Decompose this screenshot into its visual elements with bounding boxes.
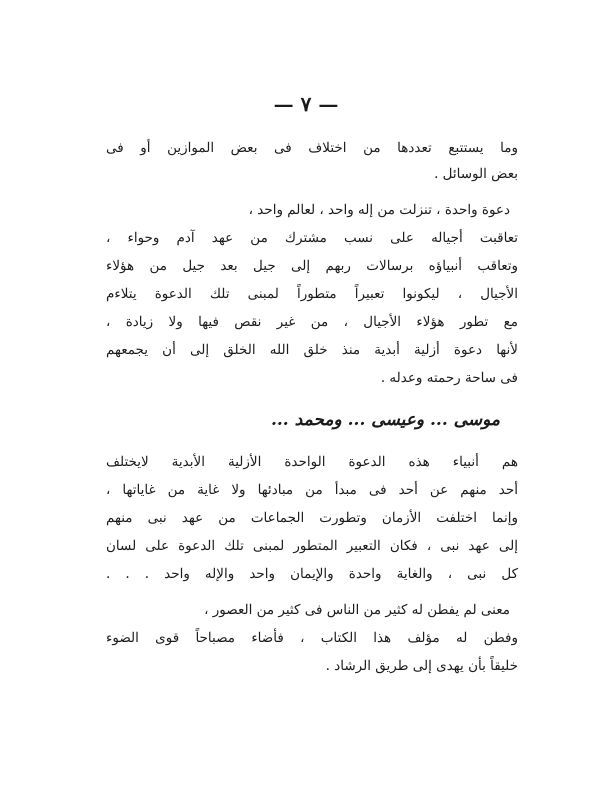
text-line: مع تطور هؤلاء الأجيال ، من غير نقص فيها ولا زيادة ، [106,314,518,330]
text-line: أحد منهم عن أحد فى مبدأ من مبادئها ولا غاية من غاياتها ، [106,482,518,498]
text-line: وتعاقب أنبياؤه برسالات ربهم إلى جيل بعد جيل من هؤلاء [106,258,518,274]
section-heading: موسى ... وعيسى ... ومحمد ... [270,410,500,430]
text-line: فى ساحة رحمته وعدله . [380,370,518,386]
text-line: دعوة واحدة ، تنزلت من إله واحد ، لعالم واحد ، [248,202,510,218]
page-number: — ٧ — [273,92,339,116]
text-line: وما يستتبع تعددها من اختلاف فى بعض الموازين أو فى [106,140,518,156]
text-line: تعاقبت أجياله على نسب مشترك من عهد آدم وحواء ، [106,230,518,246]
text-line: وفطن له مؤلف هذا الكتاب ، فأضاء مصباحاً قوى الضوء [106,630,518,646]
text-line: معنى لم يفطن له كثير من الناس فى كثير من العصور ، [204,602,510,618]
text-line: لأنها دعوة أزلية أبدية منذ خلق الله الخلق إلى أن يجمعهم [106,342,518,358]
text-line: كل نبى ، والغاية واحدة والإيمان واحد والإله واحد . . . [106,566,518,582]
text-line: وإنما اختلفت الأزمان وتطورت الجماعات من عهد نبى منهم [106,510,518,526]
text-line: إلى عهد نبى ، فكان التعبير المتطور لمبنى تلك الدعوة على لسان [106,538,518,554]
text-line: الأجيال ، ليكونوا تعبيراً متطوراً لمبنى تلك الدعوة يتلاءم [106,286,518,302]
text-line: هم أنبياء هذه الدعوة الواحدة الأزلية الأبدية لايختلف [106,454,518,470]
text-line: بعض الوسائل . [434,166,518,182]
text-line: خليقاً بأن يهدى إلى طريق الرشاد . [325,658,518,674]
